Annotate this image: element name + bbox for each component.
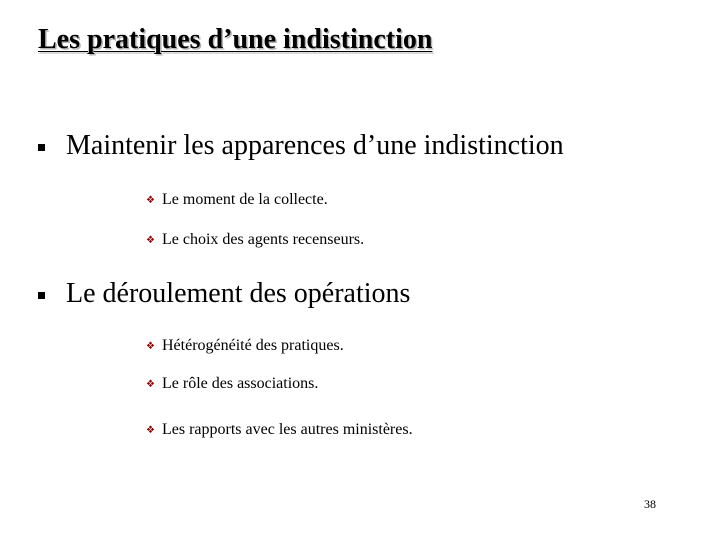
square-bullet-icon <box>38 144 45 151</box>
bullet-level2-text: Hétérogénéité des pratiques. <box>162 337 344 354</box>
bullet-level2-associations-role <box>146 375 318 393</box>
bullet-level2-text: Le moment de la collecte. <box>162 191 328 208</box>
diamond-bullet-icon: ❖ <box>146 341 155 352</box>
bullet-level2-heterogeneity <box>146 337 344 355</box>
bullet-level1-maintain-appearances <box>38 130 564 162</box>
slide-title: Les pratiques d’une indistinction <box>38 24 433 55</box>
bullet-level2-ministries-relations <box>146 421 413 439</box>
diamond-bullet-icon: ❖ <box>146 425 155 436</box>
diamond-bullet-icon: ❖ <box>146 379 155 390</box>
bullet-level1-operations-process <box>38 278 410 310</box>
page-number: 38 <box>644 497 656 511</box>
bullet-level2-text: Les rapports avec les autres ministères. <box>162 421 413 438</box>
bullet-level1-text: Maintenir les apparences d’une indistinction <box>66 130 564 161</box>
bullet-level1-text: Le déroulement des opérations <box>66 278 411 309</box>
diamond-bullet-icon: ❖ <box>146 195 155 206</box>
bullet-level2-collection-moment <box>146 191 328 209</box>
bullet-level2-text: Le rôle des associations. <box>162 375 319 392</box>
diamond-bullet-icon: ❖ <box>146 235 155 246</box>
bullet-level2-text: Le choix des agents recenseurs. <box>162 231 365 248</box>
bullet-level2-census-agents <box>146 231 364 249</box>
square-bullet-icon <box>38 292 45 299</box>
